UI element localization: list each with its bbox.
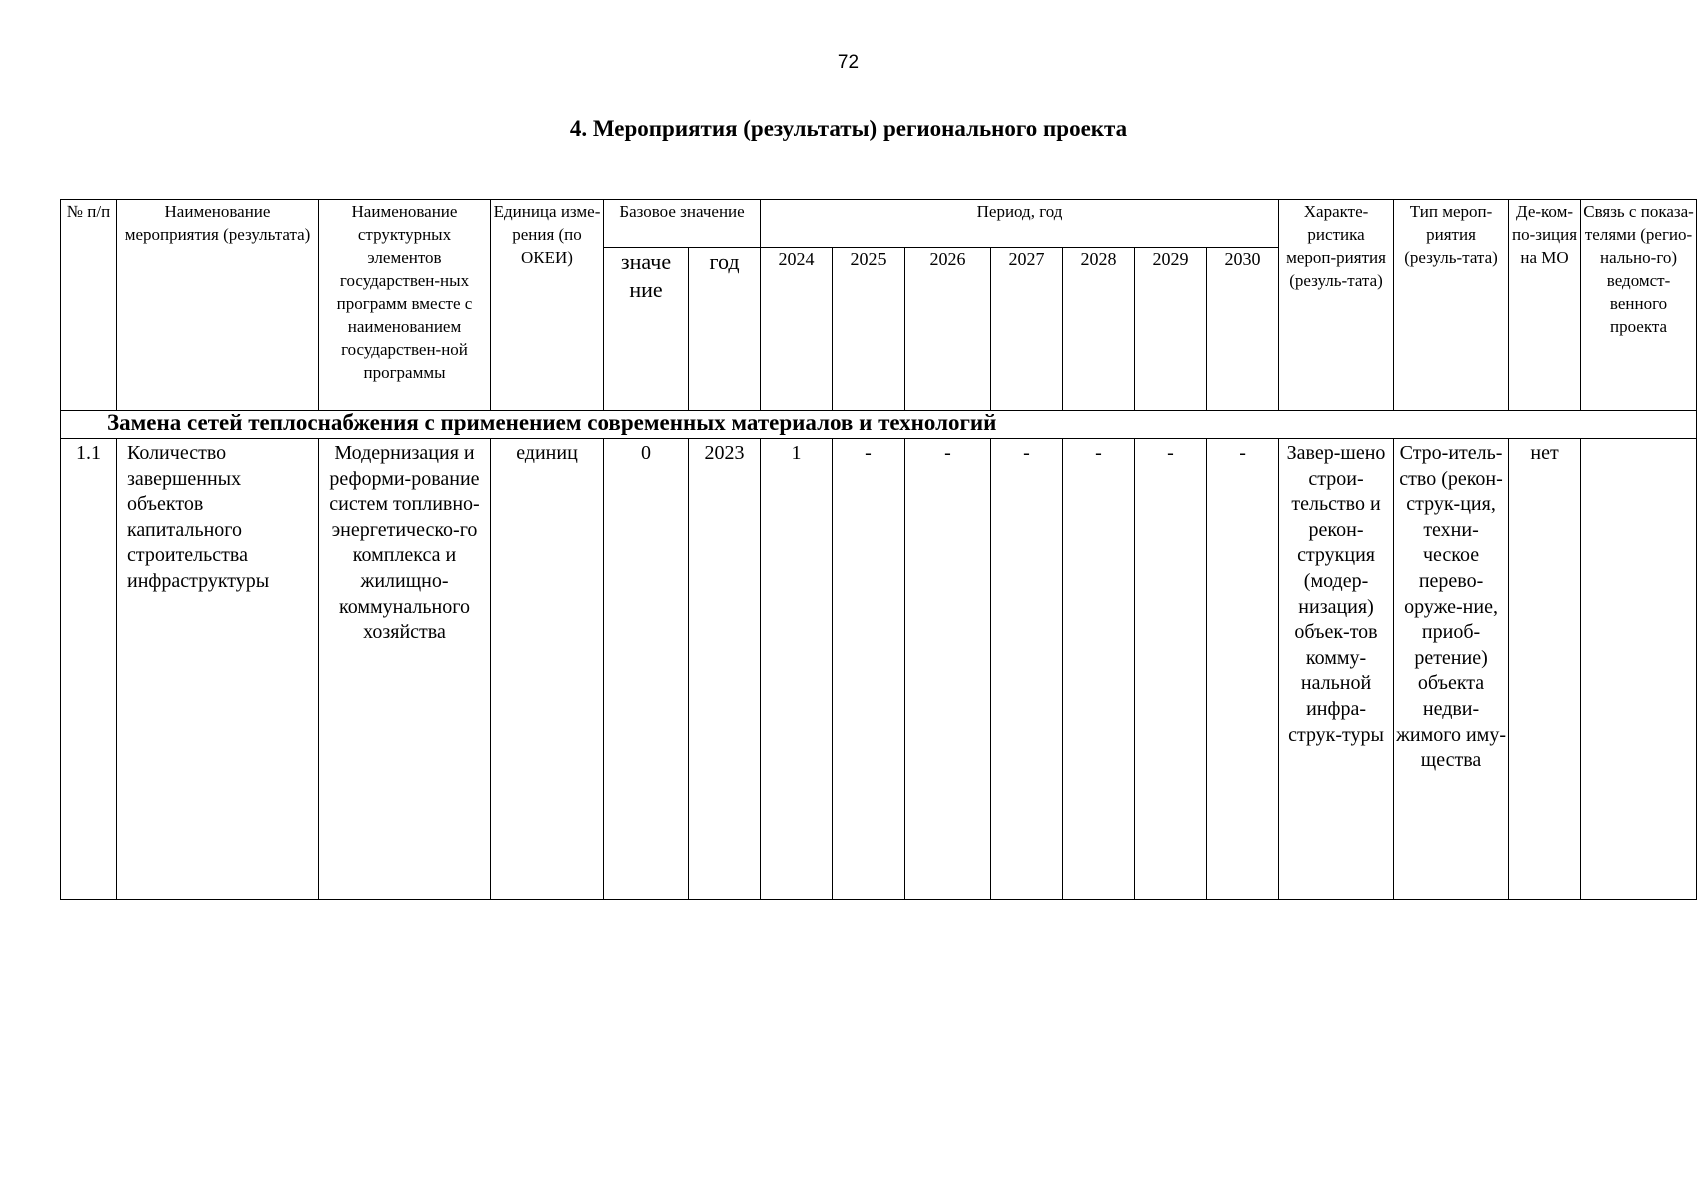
row-year-2026: - [905, 439, 991, 900]
row-year-2028: - [1063, 439, 1135, 900]
table-row [61, 439, 1697, 900]
header-period: Период, год [761, 200, 1279, 248]
header-base-value-value: значе ние [604, 248, 689, 411]
header-year-2030: 2030 [1207, 248, 1279, 411]
header-year-2024: 2024 [761, 248, 833, 411]
section-title: 4. Мероприятия (результаты) регионального проекта [569, 116, 1128, 141]
header-link: Связь с показа-телями (регио-нально-го) ведомст-венного проекта [1581, 200, 1697, 411]
row-decomposition: нет [1509, 439, 1581, 900]
row-year-2030: - [1207, 439, 1279, 900]
row-year-2025: - [833, 439, 905, 900]
header-year-2027: 2027 [991, 248, 1063, 411]
header-characteristic: Характе-ристика мероп-риятия (резуль-тата) [1279, 200, 1394, 411]
header-type: Тип мероп-риятия (резуль-тата) [1394, 200, 1509, 411]
row-num: 1.1 [61, 439, 117, 900]
page-number: 72 [837, 52, 860, 73]
header-decomposition: Де-ком-по-зиция на МО [1509, 200, 1581, 411]
header-year-2028: 2028 [1063, 248, 1135, 411]
header-event-name: Наименование мероприятия (результата) [117, 200, 319, 411]
section-row-title: Замена сетей теплоснабжения с применением современных материалов и технологий [61, 411, 1697, 439]
row-unit: единиц [491, 439, 604, 900]
row-link [1581, 439, 1697, 900]
header-year-2026: 2026 [905, 248, 991, 411]
row-year-2024: 1 [761, 439, 833, 900]
events-table [60, 199, 1697, 900]
row-characteristic: Завер-шено строи-тельство и рекон-струкция (модер-низация) объек-тов комму-нальной инфра-струк-туры [1279, 439, 1394, 900]
row-base-value: 0 [604, 439, 689, 900]
header-unit: Единица изме-рения (по ОКЕИ) [491, 200, 604, 411]
row-year-2029: - [1135, 439, 1207, 900]
header-year-2025: 2025 [833, 248, 905, 411]
header-year-2029: 2029 [1135, 248, 1207, 411]
header-num: № п/п [61, 200, 117, 411]
row-event-name: Количество завершенных объектов капитального строительства инфраструктуры [117, 439, 319, 900]
section-row [61, 411, 1697, 439]
header-row-1 [61, 200, 1697, 248]
row-structural-elements: Модернизация и реформи-рование систем топливно-энергетическо-го комплекса и жилищно-коммунального хозяйства [319, 439, 491, 900]
row-year-2027: - [991, 439, 1063, 900]
row-type: Стро-итель-ство (рекон-струк-ция, техни-ческое перево-оруже-ние, приоб-ретение) объекта недви-жимого иму-щества [1394, 439, 1509, 900]
row-base-year: 2023 [689, 439, 761, 900]
header-base-value: Базовое значение [604, 200, 761, 248]
header-base-value-year: год [689, 248, 761, 411]
header-structural-elements: Наименование структурных элементов государствен-ных программ вместе с наименованием государствен-ной программы [319, 200, 491, 411]
